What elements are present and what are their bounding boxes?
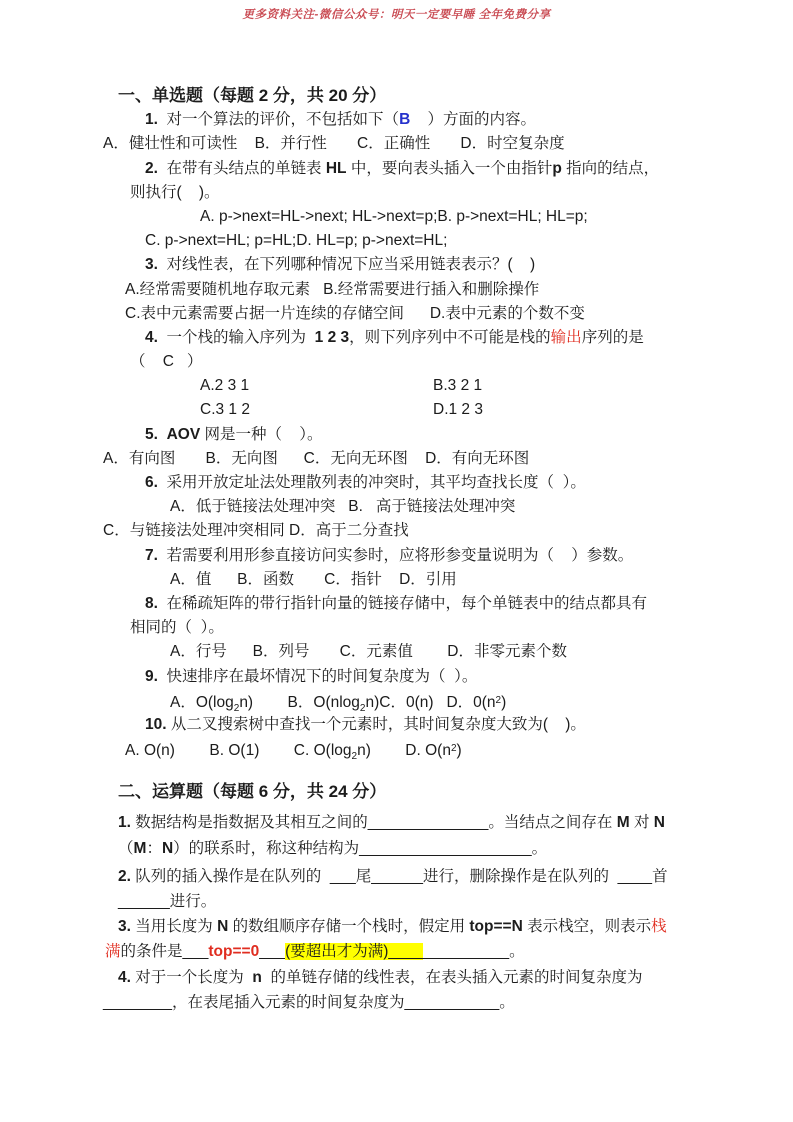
promo-notice: 更多资料关注-微信公众号：明天一定要早睡 全年免费分享: [242, 9, 551, 21]
s2-q4: [103, 965, 743, 990]
section-1-heading: [103, 84, 743, 108]
text-run: A.经常需要随机地存取元素 B.经常需要进行插入和删除操作: [125, 280, 540, 298]
text-run: 2.: [118, 867, 131, 885]
text-run: ：: [146, 839, 162, 857]
text-run: 一、单选题（每题 2 分，共 20 分）: [118, 86, 387, 105]
text-run: AOV: [166, 425, 201, 443]
q3-options-ab: [103, 278, 743, 302]
q4-options-ab: [103, 374, 743, 398]
text-run: 则执行( )。: [130, 183, 220, 201]
q8-options: [103, 640, 743, 664]
text-run: A．健壮性和可读性 B．并行性 C．正确性 D．时空复杂度: [103, 135, 565, 153]
text-run: A.2 3 1: [200, 377, 250, 395]
q5: [103, 423, 743, 447]
text-run: 当用长度为: [130, 918, 218, 936]
q2-cont: [103, 181, 743, 205]
text-run: 序列的是: [581, 328, 644, 346]
text-run: （: [118, 839, 134, 857]
q1: [103, 108, 743, 132]
text-run: 2: [233, 702, 240, 714]
s2-q2-cont: [103, 889, 743, 914]
text-run: 2: [359, 702, 366, 714]
text-run: 相同的（ ）。: [130, 619, 224, 637]
text-run: 对一个算法的评价，不包括如下（: [157, 111, 400, 129]
text-run: 10.: [145, 715, 167, 733]
answer-q1: B: [399, 111, 411, 129]
text-run: 对: [629, 814, 654, 832]
text-run: p: [552, 159, 562, 177]
text-run: ___: [259, 943, 286, 961]
text-run: 网是一种（ ）。: [200, 425, 323, 443]
text-run: 栈: [651, 918, 667, 936]
text-run: ）的联系时，称这种结构为____________________。: [173, 839, 548, 857]
text-run: HL: [325, 159, 347, 177]
text-run: 快速排序在最坏情况下的时间复杂度为（ ）。: [157, 667, 478, 685]
text-run: A．值 B．函数 C．指针 D．引用: [170, 570, 457, 588]
q7-options: [103, 568, 743, 592]
text-run: 8.: [145, 594, 158, 612]
text-run: 2: [351, 751, 358, 763]
text-run: 从二叉搜索树中查找一个元素时，其时间复杂度大致为( )。: [166, 715, 586, 733]
text-run: 5.: [145, 425, 158, 443]
text-run: 指向的结点，: [561, 159, 660, 177]
text-run: top==N: [469, 918, 523, 936]
text-run: 采用开放定址法处理散列表的冲突时，其平均查找长度（ ）。: [157, 474, 586, 491]
text-run: B.3 2 1: [433, 377, 483, 395]
answer-s2q2-rear: 尾: [355, 867, 372, 885]
text-run: __________: [422, 943, 510, 961]
text-run: 的数组顺序存储一个栈时，假定用: [228, 918, 470, 936]
text-run: A. p->next=HL->next; HL->next=p;B. p->next=HL; HL=p;: [200, 207, 588, 225]
text-run: 9.: [145, 667, 158, 685]
q10-options: [103, 737, 743, 761]
text-run: C．与链接法处理冲突相同 D．高于二分查找: [103, 522, 409, 540]
text-run: ): [501, 693, 507, 711]
answer-s2q3: top==0: [208, 943, 260, 961]
text-run: ）方面的内容。: [410, 111, 536, 129]
text-run: 4.: [118, 968, 131, 986]
text-run: A．O(log: [170, 693, 234, 711]
q5-options: [103, 447, 743, 471]
text-run: 队列的插入操作是在队列的 ___: [130, 867, 356, 885]
q9: [103, 665, 743, 689]
text-run: A．低于链接法处理冲突 B. 高于链接法处理冲突: [170, 498, 516, 516]
text-run: 在带有头结点的单链表: [157, 159, 326, 177]
text-run: 表示栈空，则表示: [522, 918, 652, 936]
text-run: 2: [495, 694, 502, 706]
text-run: C.3 1 2: [200, 401, 250, 419]
text-run: 3.: [118, 918, 131, 936]
q2-options-cd: [103, 229, 743, 253]
text-run: 的单链存储的线性表，在表头插入元素的时间复杂度为: [261, 968, 643, 986]
text-run: 4.: [145, 328, 158, 346]
q8-cont: [103, 616, 743, 640]
text-run: ______进行。: [118, 893, 217, 910]
text-run: 。: [509, 943, 525, 961]
q6-options-cd: [103, 519, 743, 543]
text-run: 对线性表，在下列哪种情况下应当采用链表表示？( ): [157, 256, 536, 274]
text-run: n: [252, 968, 262, 986]
q3: [103, 253, 743, 277]
answer-s2q2-front: 首: [652, 867, 668, 885]
highlighted-note: (要超出才为满)____: [285, 943, 423, 961]
s2-q3-cont: [103, 939, 743, 964]
text-run: ______进行，删除操作是在队列的 ____: [371, 867, 653, 885]
q2: [103, 157, 743, 181]
s2-q3: [103, 914, 743, 939]
s2-q4-cont: [103, 990, 743, 1015]
text-run: 输出: [550, 328, 582, 346]
q6-options-ab: [103, 495, 743, 519]
text-run: ________，在表尾插入元素的时间复杂度为___________。: [103, 993, 515, 1011]
q4: [103, 326, 743, 350]
q4-options-cd: [103, 398, 743, 422]
text-run: 一个栈的输入序列为: [157, 328, 315, 346]
text-run: ）: [173, 353, 203, 371]
q8: [103, 592, 743, 616]
text-run: 的条件是___: [120, 943, 209, 961]
q7: [103, 544, 743, 568]
q9-options: [103, 689, 743, 713]
s2-q1: [103, 810, 743, 835]
text-run: A．有向图 B．无向图 C．无向无环图 D．有向无环图: [103, 449, 530, 467]
text-run: 中，要向表头插入一个由指针: [346, 159, 553, 177]
q4-answer: [103, 350, 743, 374]
text-run: n) B．O(nlog: [239, 693, 360, 711]
q2-options-ab: [103, 205, 743, 229]
text-run: 3.: [145, 256, 158, 274]
text-run: （: [130, 353, 163, 371]
text-run: ): [456, 742, 462, 760]
text-run: 1 2 3: [314, 328, 350, 346]
text-run: C.表中元素需要占据一片连续的存储空间 D.表中元素的个数不变: [125, 304, 585, 322]
text-run: M: [133, 839, 147, 857]
text-run: 1.: [145, 111, 158, 129]
text-run: M: [616, 814, 630, 832]
text-run: 2.: [145, 159, 158, 177]
q6: [103, 471, 743, 495]
text-run: 7.: [145, 546, 158, 564]
text-run: [158, 426, 167, 443]
document-body: [103, 84, 743, 1015]
text-run: A. O(n) B. O(1) C. O(log: [125, 742, 352, 760]
text-run: 满: [105, 943, 121, 961]
text-run: D.1 2 3: [433, 401, 483, 419]
text-run: ，则下列序列中不可能是栈的: [349, 328, 551, 346]
text-run: 对于一个长度为: [130, 968, 253, 986]
text-run: N: [653, 814, 665, 832]
text-run: 在稀疏矩阵的带行指针向量的链接存储中，每个单链表中的结点都具有: [157, 594, 648, 612]
text-run: 数据结构是指数据及其相互之间的______________。当结点之间存在: [130, 814, 617, 832]
s2-q2: [103, 864, 743, 889]
q3-options-cd: [103, 302, 743, 326]
text-run: C. p->next=HL; p=HL;D. HL=p; p->next=HL;: [145, 232, 448, 250]
text-run: n)C．0(n) D．0(n: [365, 693, 496, 711]
text-run: n) D. O(n: [357, 742, 451, 760]
q1-options: [103, 132, 743, 156]
text-run: 2: [450, 743, 457, 755]
text-run: N: [161, 839, 174, 857]
text-run: 6.: [145, 474, 158, 491]
text-run: N: [217, 918, 229, 936]
s2-q1-cont: [103, 836, 743, 861]
text-run: 二、运算题（每题 6 分，共 24 分）: [118, 782, 387, 802]
text-run: 1.: [118, 814, 131, 832]
section-2-heading: [103, 779, 743, 804]
text-run: 若需要利用形参直接访问实参时，应将形参变量说明为（ ）参数。: [157, 546, 634, 564]
text-run: A．行号 B．列号 C．元素值 D．非零元素个数: [170, 643, 567, 661]
q10: [103, 713, 743, 737]
answer-q4: C: [162, 353, 174, 371]
